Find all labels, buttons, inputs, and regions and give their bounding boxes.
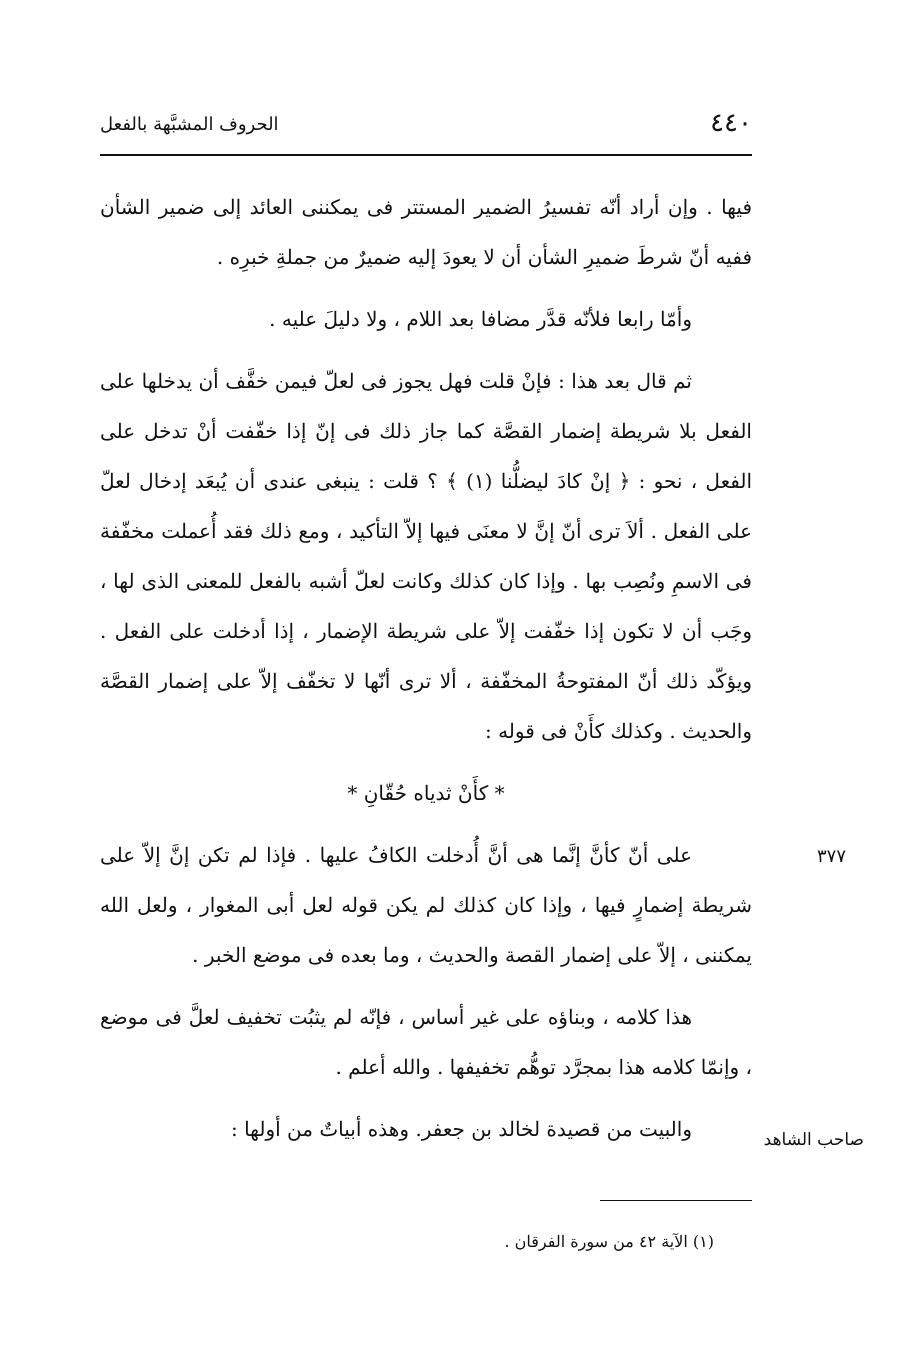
paragraph-6: والبيت من قصيدة لخالد بن جعفر. وهذه أبياتٌ من أولها : xyxy=(230,1117,692,1141)
footnote-rule xyxy=(600,1200,752,1201)
paragraph-5: هذا كلامه ، وبناؤه على غير أساس ، فإنّه لم يثبُت تخفيف لعلَّ فى موضع ، وإنمّا كلامه هذا بمجرَّد توهُّم تخفيفها . والله أعلم . xyxy=(100,1005,752,1079)
verse-line: * كأَنْ ثدياه حُقّانِ * xyxy=(347,781,505,805)
running-title: الحروف المشبَّهة بالفعل xyxy=(100,114,279,135)
paragraph-2: وأمّا رابعا فلأنّه قدَّر مضافا بعد اللام ، ولا دليلَ عليه . xyxy=(269,307,692,331)
paragraph-1: فيها . وإن أراد أنّه تفسيرُ الضمير المستتر فى يمكننى العائد إلى ضمير الشأن ففيه أنّ شرطَ ضميرِ الشأن أن لا يعودَ إليه ضميرٌ من جملةِ خبرِه . xyxy=(100,195,752,269)
body-text xyxy=(100,182,752,1166)
footnote: (١) الآية ٤٢ من سورة الفرقان . xyxy=(504,1232,714,1251)
page-header xyxy=(100,108,752,148)
paragraph-4: على أنّ كأنَّ إنَّما هى أنَّ أُدخلت الكافُ عليها . فإذا لم تكن إنَّ إلاّ على شريطة إضمارٍ فيها ، وإذا كان كذلك لم يكن قوله لعل أبى المغوار ، ولعل الله يمكننى ، إلاّ على إضمار القصة والحديث ، وما بعده فى موضع الخبر . xyxy=(100,843,752,967)
header-rule xyxy=(100,154,752,156)
margin-number: ٣٧٧ xyxy=(816,846,846,867)
page-number: ٤٤٠ xyxy=(710,108,752,138)
paragraph-3: ثم قال بعد هذا : فإنْ قلت فهل يجوز فى لعلّ فيمن خفَّف أن يدخلها على الفعل بلا شريطة إضمار القصَّة كما جاز ذلك فى إنّ إذا خفّفت أنْ تدخل على الفعل ، نحو : ﴿ إنْ كادَ ليضلُّنا (١) ﴾ ؟ قلت : ينبغى عندى أن يُبعَد إدخال لعلّ على الفعل . ألاَ ترى أنّ إنَّ لا معنَى فيها إلاّ التأكيد ، ومع ذلك فقد أُعملت مخفّفة فى الاسمِ ونُصِب بها . وإذا كان كذلك وكانت لعلّ أشبه بالفعل للمعنى الذى لها ، وجَب أن لا تكون إذا خفّفت إلاّ على شريطة الإضمار ، إذا أدخلت على الفعل . ويؤكّد ذلك أنّ المفتوحةُ المخفّفة ، ألا ترى أنّها لا تخفّف إلاّ على إضمار القصَّة والحديث . وكذلك كأَنْ فى قوله : xyxy=(100,369,753,743)
margin-witness-label: صاحب الشاهد xyxy=(763,1130,864,1150)
